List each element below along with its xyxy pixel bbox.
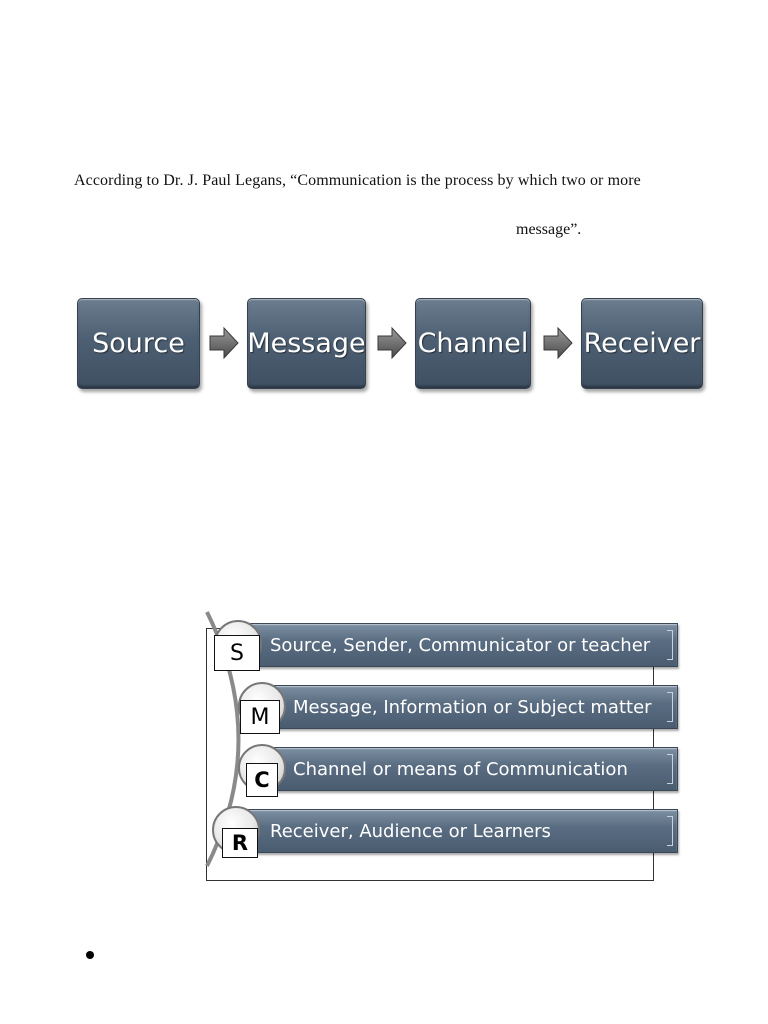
quote-text-line-1: According to Dr. J. Paul Legans, “Communication is the process by which two or more [74,172,641,189]
quote-text-line-2: message”. [516,221,582,238]
smcr-label-message: Message, Information or Subject matter [293,696,652,718]
smcr-letter-r: R [222,828,258,858]
smcr-bar-channel [262,747,678,791]
smcr-bar-message [262,685,678,729]
smcr-label-source: Source, Sender, Communicator or teacher [270,634,651,656]
arrow-right-icon [377,326,407,360]
smcr-letter-m: M [240,700,280,734]
flow-step-message: Message [247,298,366,389]
smcr-label-receiver: Receiver, Audience or Learners [270,820,551,842]
flow-step-receiver: Receiver [581,298,703,389]
bullet-point [86,951,94,959]
arrow-right-icon [209,326,239,360]
smcr-bar-receiver [238,809,678,853]
arrow-right-icon [543,326,573,360]
smcr-letter-c: C [246,763,278,797]
bar-end-cap [667,630,673,660]
flow-step-source: Source [77,298,200,389]
flow-step-channel: Channel [415,298,531,389]
smcr-label-channel: Channel or means of Communication [293,758,628,780]
bar-end-cap [667,754,673,784]
smcr-bar-source [238,623,678,667]
bar-end-cap [667,816,673,846]
smcr-letter-s: S [214,635,260,671]
bar-end-cap [667,692,673,722]
